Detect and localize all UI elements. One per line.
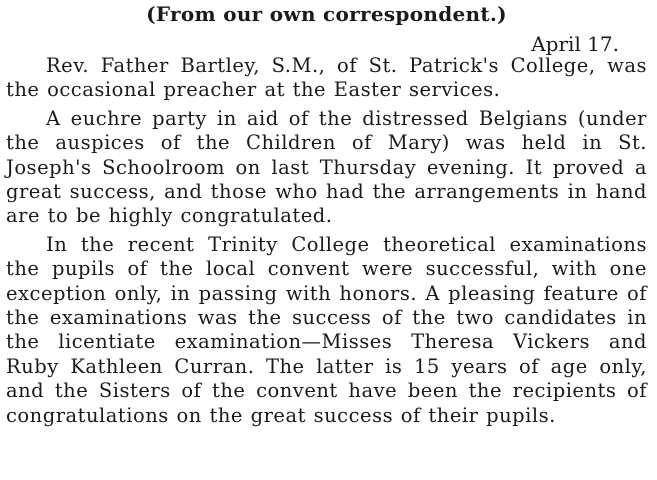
article-heading: (From our own correspondent.) bbox=[146, 2, 507, 26]
article-date: April 17. bbox=[531, 32, 619, 56]
paragraph-euchre-party: A euchre party in aid of the distressed Belgians (under the auspices of the Children of Mary) was held in St. Joseph's Schoolroom on last Thursday evening. It proved a great success, and those who had the arrangements in hand are to be highly congratulated. bbox=[6, 106, 647, 228]
paragraph-preacher: Rev. Father Bartley, S.M., of St. Patrick's College, was the occasional preacher at the Easter services. bbox=[6, 54, 647, 102]
paragraph-examinations: In the recent Trinity College theoretical examinations the pupils of the local convent were successful, with one exception only, in passing with honors. A pleasing feature of the examinations was the success of the two candidates in the licentiate examination—Misses Theresa Vickers and Ruby Kathleen Curran. The latter is 15 years of age only, and the Sisters of the convent have been the recipients of congratulations on the great success of their pupils. bbox=[6, 232, 647, 427]
